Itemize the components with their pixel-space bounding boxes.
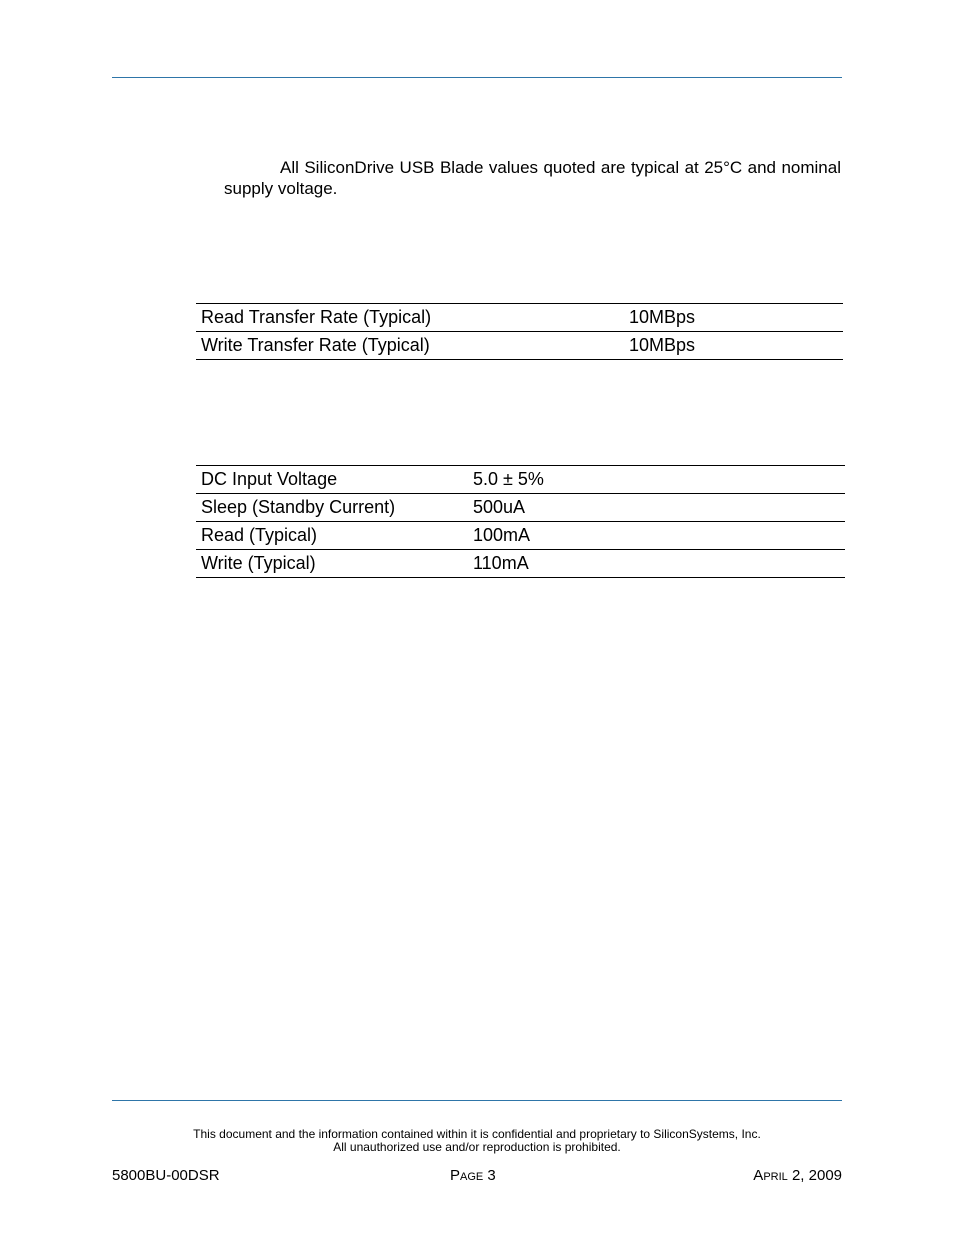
row-label: Read (Typical): [196, 522, 468, 550]
doc-date: [753, 1167, 842, 1184]
date-month-rest: PRIL: [763, 1171, 788, 1183]
page-number-value: 3: [487, 1167, 496, 1184]
intro-paragraph: [224, 157, 841, 199]
page-number: [450, 1167, 496, 1184]
date-month-initial: A: [753, 1167, 764, 1184]
row-value: 10MBps: [624, 332, 843, 360]
row-value: 10MBps: [624, 304, 843, 332]
row-label: DC Input Voltage: [196, 466, 468, 494]
row-value: 100mA: [468, 522, 845, 550]
table-row: [196, 522, 845, 550]
table-row: [196, 494, 845, 522]
table-row: [196, 304, 843, 332]
header-rule: [112, 77, 842, 78]
table-row: [196, 332, 843, 360]
page-label-initial: P: [450, 1167, 461, 1184]
footer-rule: [112, 1100, 842, 1101]
date-day-year: 2, 2009: [791, 1167, 842, 1184]
row-value: 110mA: [468, 550, 845, 578]
confidential-line-2: All unauthorized use and/or reproduction is prohibited.: [333, 1140, 621, 1154]
power-table: [196, 465, 845, 578]
performance-table: [196, 303, 843, 360]
confidential-line-1: This document and the information contained within it is confidential and proprietary to SiliconSystems, Inc.: [193, 1127, 761, 1141]
intro-text: All SiliconDrive USB Blade values quoted are typical at 25°C and nominal supply voltage.: [224, 158, 841, 198]
table-row: [196, 550, 845, 578]
confidentiality-notice: [0, 1128, 954, 1154]
row-label: Sleep (Standby Current): [196, 494, 468, 522]
page-label-rest: AGE: [460, 1171, 484, 1183]
row-label: Write (Typical): [196, 550, 468, 578]
row-value: 500uA: [468, 494, 845, 522]
row-value: 5.0 ± 5%: [468, 466, 845, 494]
row-label: Read Transfer Rate (Typical): [196, 304, 624, 332]
table-row: [196, 466, 845, 494]
doc-number: 5800BU-00DSR: [112, 1167, 220, 1184]
row-label: Write Transfer Rate (Typical): [196, 332, 624, 360]
